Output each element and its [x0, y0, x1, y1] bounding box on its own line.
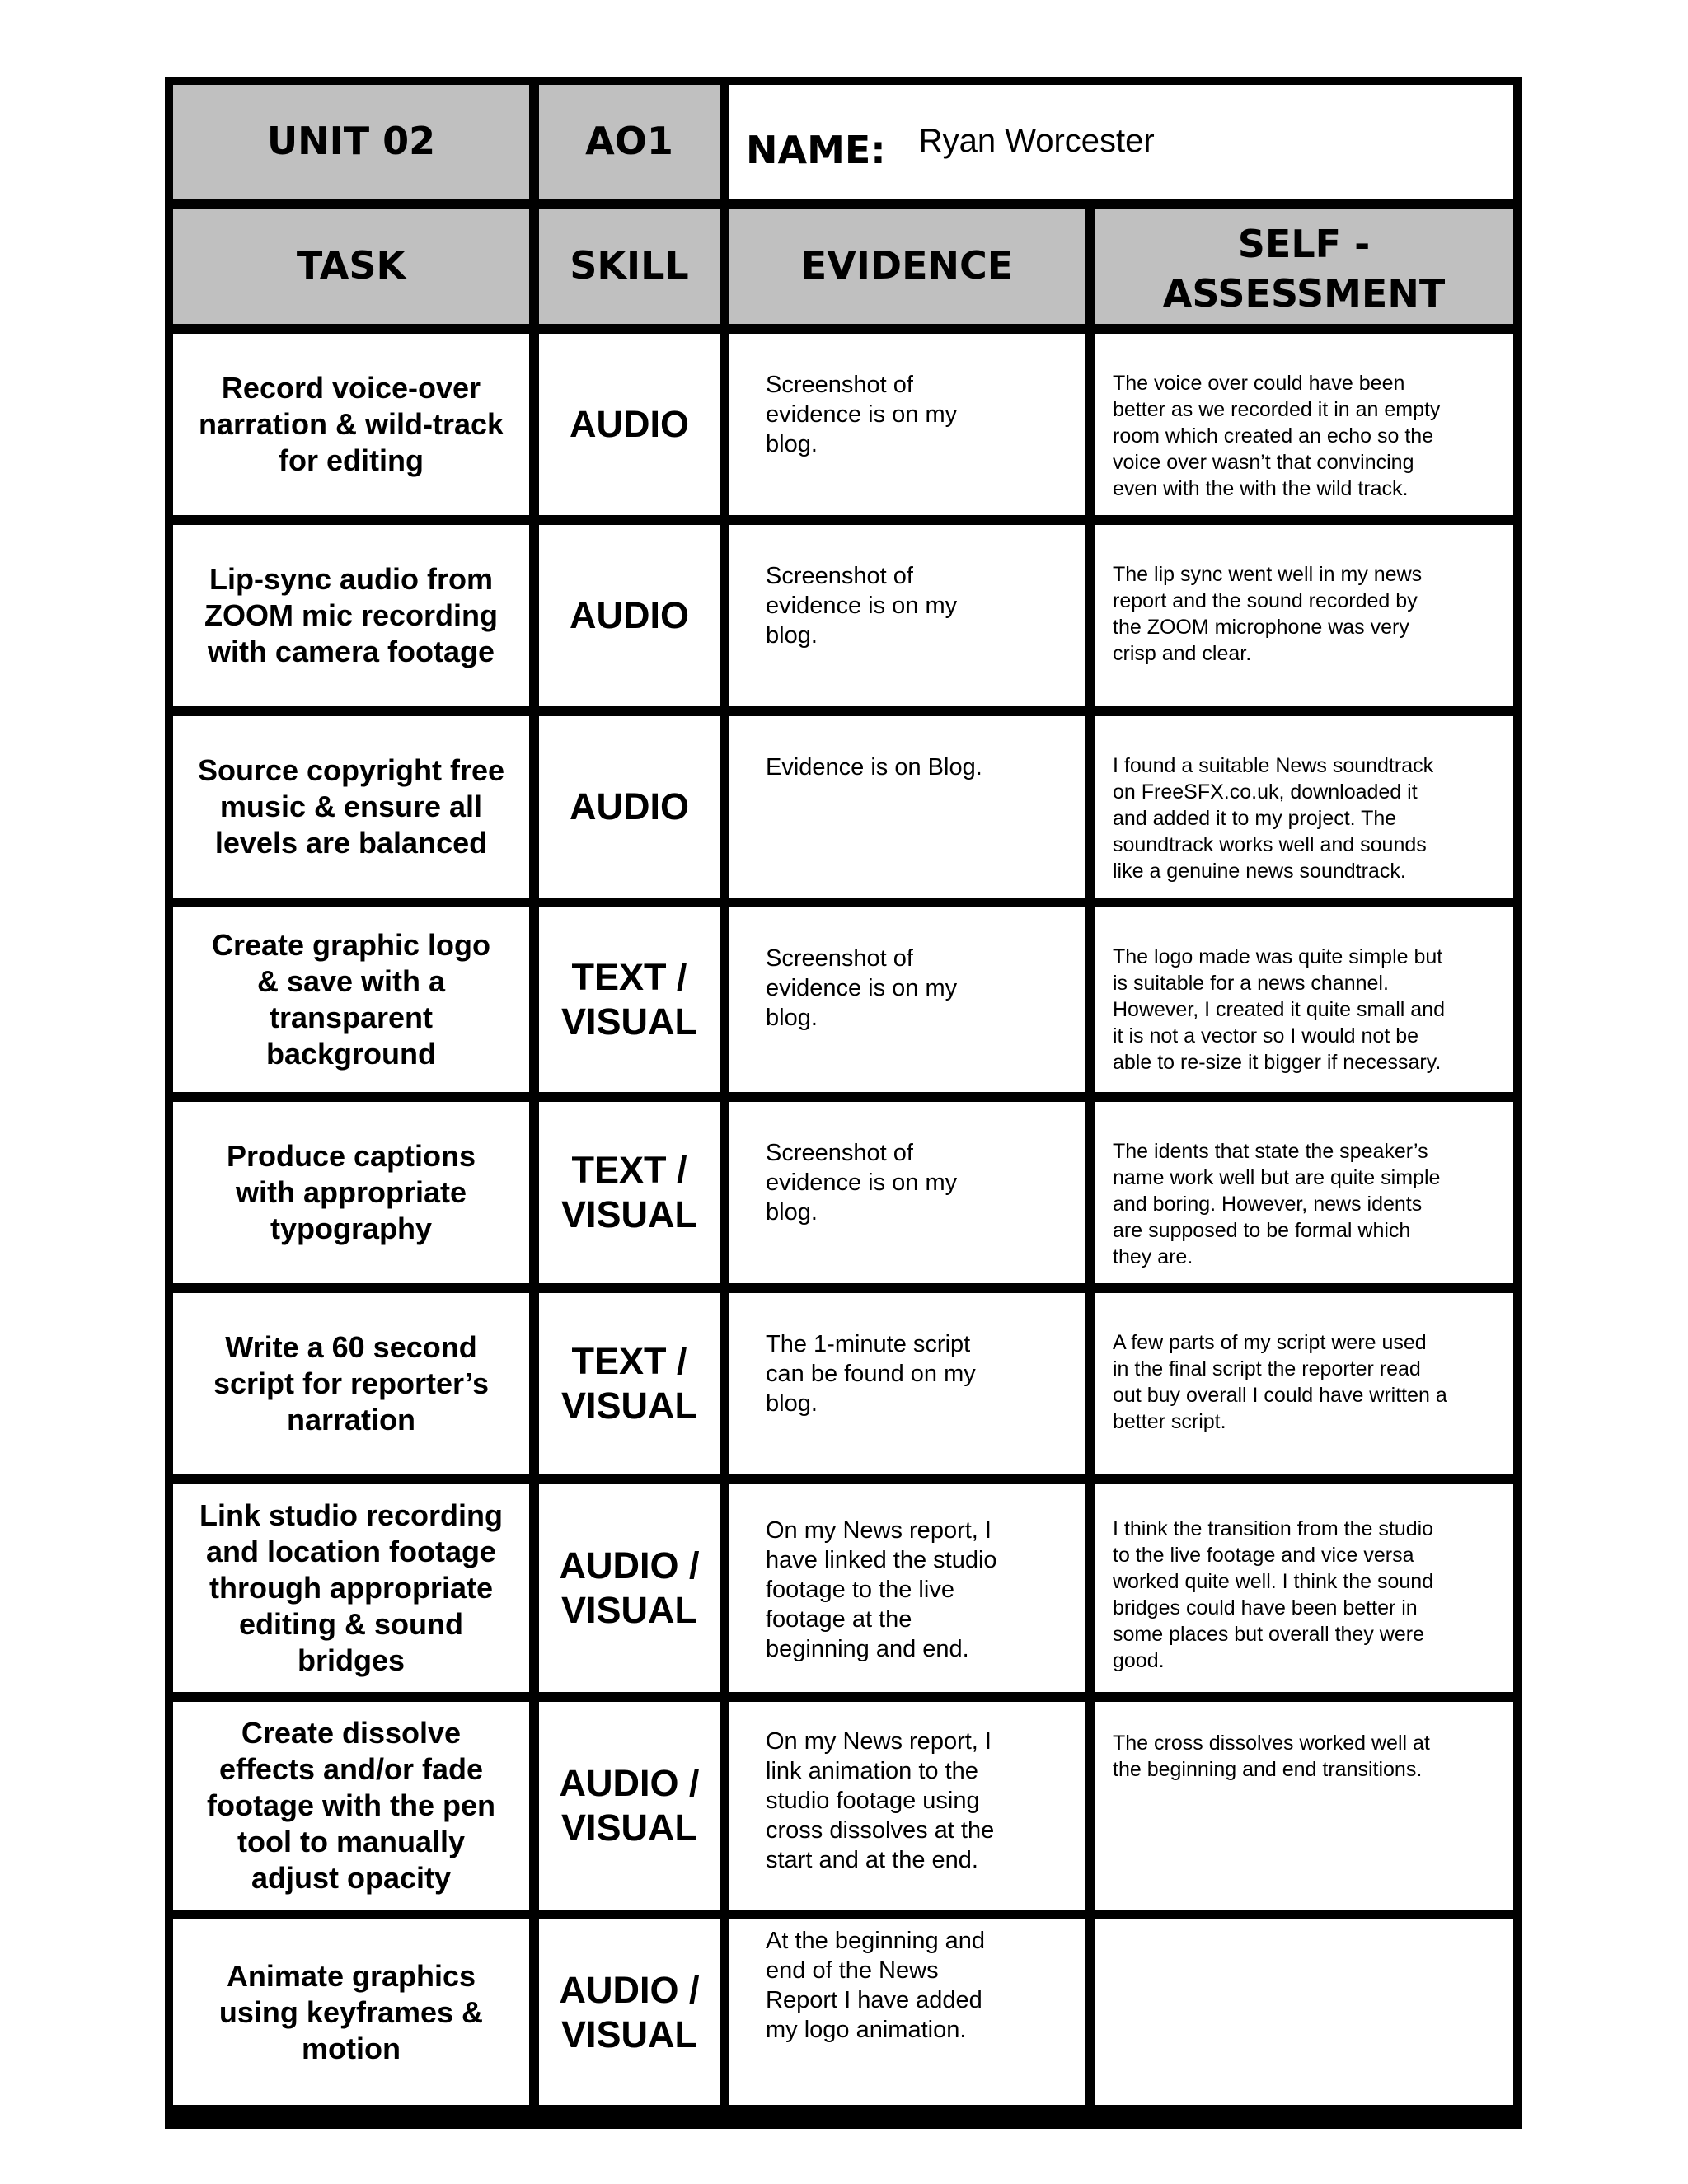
evidence-cell: Evidence is on Blog. — [729, 716, 1085, 898]
task-cell: Source copyright free music & ensure all levels are balanced — [173, 716, 529, 898]
task-cell: Write a 60 second script for reporter’s narration — [173, 1293, 529, 1474]
name-value: Ryan Worcester — [918, 123, 1155, 159]
skill-cell: AUDIO / VISUAL — [539, 1919, 720, 2105]
evidence-cell: Screenshot of evidence is on my blog. — [729, 334, 1085, 515]
task-cell: Record voice-over narration & wild-track for editing — [173, 334, 529, 515]
evidence-cell: At the beginning and end of the News Report I have added my logo animation. — [729, 1919, 1085, 2105]
evidence-cell: The 1-minute script can be found on my blog. — [729, 1293, 1085, 1474]
self-assessment-cell: The cross dissolves worked well at the beginning and end transitions. — [1095, 1702, 1513, 1910]
skill-cell: TEXT / VISUAL — [539, 907, 720, 1092]
self-assessment-cell: The voice over could have been better as we recorded it in an empty room which created an echo so the voice over wasn’t that convincing even with the with the wild track. — [1095, 334, 1513, 515]
evidence-cell: Screenshot of evidence is on my blog. — [729, 1102, 1085, 1283]
skill-cell: AUDIO / VISUAL — [539, 1484, 720, 1692]
name-label: NAME: — [746, 128, 886, 172]
skill-cell: AUDIO — [539, 716, 720, 898]
name-cell — [729, 85, 1513, 199]
self-assessment-cell: The lip sync went well in my news report and the sound recorded by the ZOOM microphone was very crisp and clear. — [1095, 525, 1513, 706]
self-assessment-cell: The logo made was quite simple but is suitable for a news channel. However, I created it quite small and it is not a vector so I would not be able to re-size it bigger if necessary. — [1095, 907, 1513, 1092]
ao-cell: AO1 — [539, 85, 720, 199]
skill-cell: TEXT / VISUAL — [539, 1102, 720, 1283]
column-header-self-assessment: SELF - ASSESSMENT — [1095, 209, 1513, 324]
self-assessment-cell — [1095, 1919, 1513, 2105]
task-cell: Lip-sync audio from ZOOM mic recording with camera footage — [173, 525, 529, 706]
skill-cell: AUDIO — [539, 334, 720, 515]
self-assessment-cell: I think the transition from the studio to the live footage and vice versa worked quite well. I think the sound bridges could have been better in some places but overall they were good. — [1095, 1484, 1513, 1692]
task-cell: Link studio recording and location footage through appropriate editing & sound bridges — [173, 1484, 529, 1692]
evidence-cell: Screenshot of evidence is on my blog. — [729, 525, 1085, 706]
skill-cell: AUDIO / VISUAL — [539, 1702, 720, 1910]
self-assessment-cell: The idents that state the speaker’s name work well but are quite simple and boring. However, news idents are supposed to be formal which they are. — [1095, 1102, 1513, 1283]
evidence-cell: On my News report, I have linked the studio footage to the live footage at the beginning and end. — [729, 1484, 1085, 1692]
evidence-cell: Screenshot of evidence is on my blog. — [729, 907, 1085, 1092]
task-cell: Animate graphics using keyframes & motion — [173, 1919, 529, 2105]
task-cell: Create dissolve effects and/or fade footage with the pen tool to manually adjust opacity — [173, 1702, 529, 1910]
skill-cell: TEXT / VISUAL — [539, 1293, 720, 1474]
task-cell: Produce captions with appropriate typography — [173, 1102, 529, 1283]
self-assessment-cell: I found a suitable News soundtrack on FreeSFX.co.uk, downloaded it and added it to my project. The soundtrack works well and sounds like a genuine news soundtrack. — [1095, 716, 1513, 898]
column-header-task: TASK — [173, 209, 529, 324]
unit-cell: UNIT 02 — [173, 85, 529, 199]
self-assessment-cell: A few parts of my script were used in the final script the reporter read out buy overall I could have written a better script. — [1095, 1293, 1513, 1474]
assessment-table — [165, 77, 1522, 2129]
task-cell: Create graphic logo & save with a transparent background — [173, 907, 529, 1092]
column-header-skill: SKILL — [539, 209, 720, 324]
evidence-cell: On my News report, I link animation to the studio footage using cross dissolves at the start and at the end. — [729, 1702, 1085, 1910]
skill-cell: AUDIO — [539, 525, 720, 706]
column-header-evidence: EVIDENCE — [729, 209, 1085, 324]
